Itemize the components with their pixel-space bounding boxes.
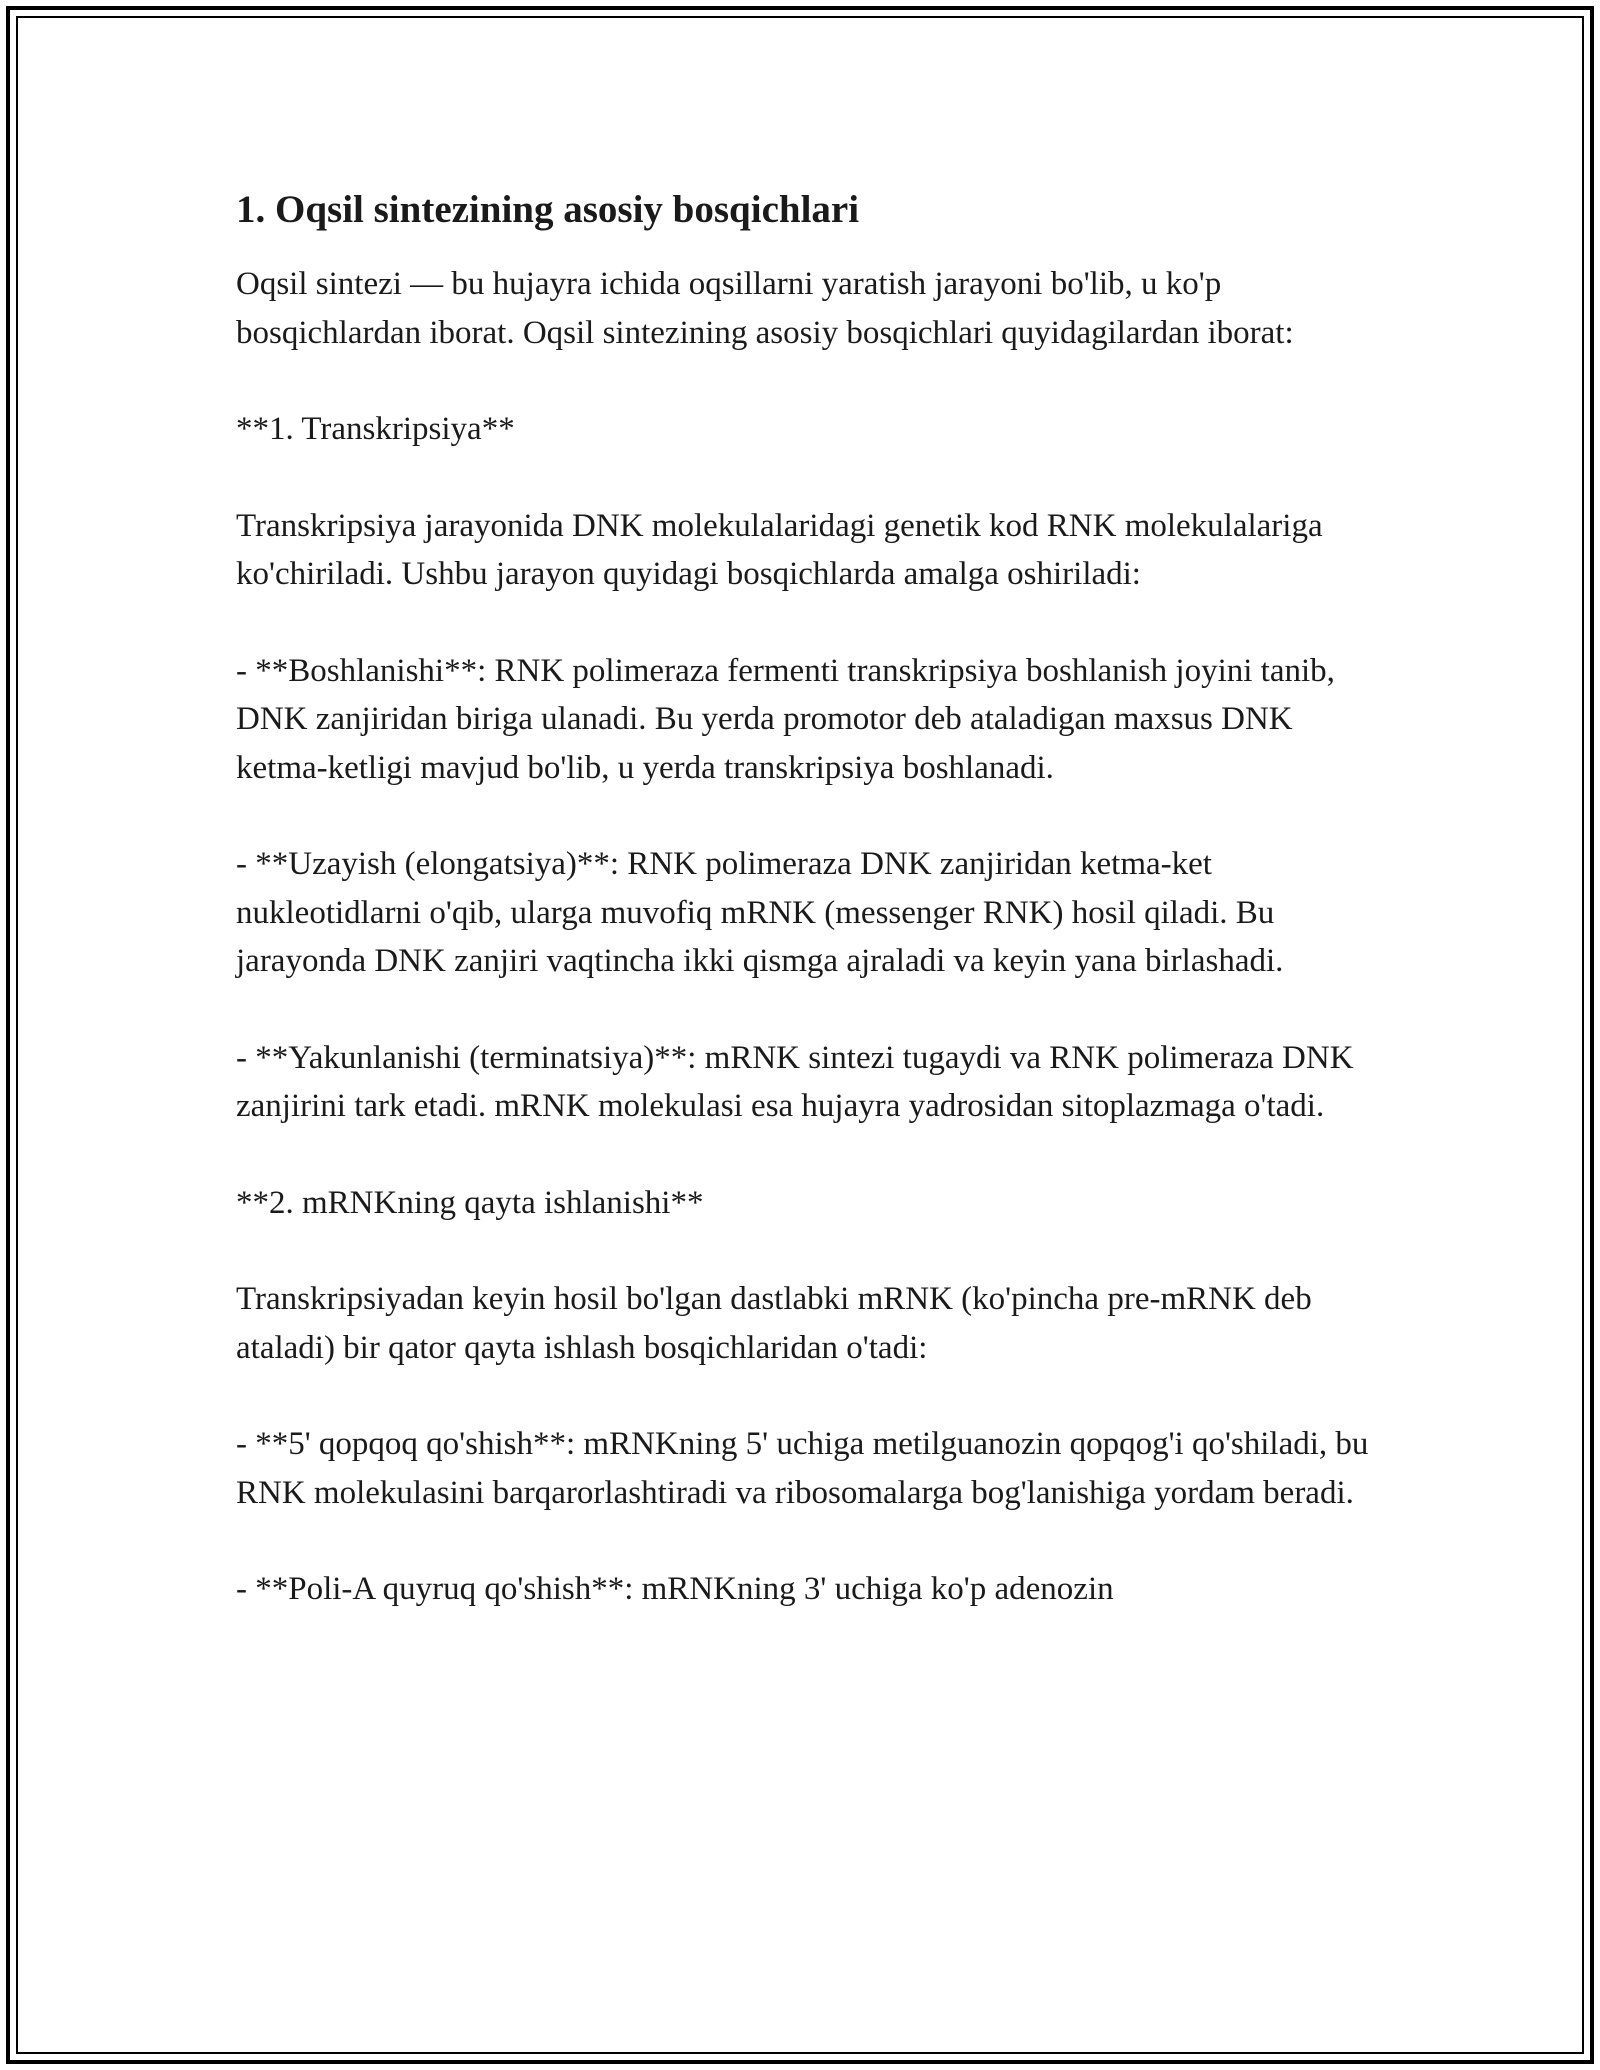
list-item-boshlanishi: - **Boshlanishi**: RNK polimeraza fermenti transkripsiya boshlanish joyini tanib, DNK zanjiridan biriga ulanadi. Bu yerda promotor deb ataladigan maxsus DNK ketma-ketligi mavjud bo'lib, u yerda transkripsiya boshlanadi. — [236, 652, 1335, 786]
intro-paragraph: Oqsil sintezi — bu hujayra ichida oqsillarni yaratish jarayoni bo'lib, u ko'p bosqichlardan iborat. Oqsil sintezining asosiy bosqichlari quyidagilardan iborat: — [236, 266, 1294, 351]
list-item-uzayish: - **Uzayish (elongatsiya)**: RNK polimeraza DNK zanjiridan ketma-ket nukleotidlarni o'qib, ularga muvofiq mRNK (messenger RNK) hosil qiladi. Bu jarayonda DNK zanjiri vaqtincha ikki qismga ajraladi va keyin yana birlashadi. — [236, 846, 1284, 979]
document-page — [236, 186, 1376, 1662]
transkripsiya-paragraph: Transkripsiya jarayonida DNK molekulalaridagi genetik kod RNK molekulalariga ko'chiriladi. Ushbu jarayon quyidagi bosqichlarda amalga oshiriladi: — [236, 507, 1323, 592]
list-item-yakunlanishi: - **Yakunlanishi (terminatsiya)**: mRNK sintezi tugaydi va RNK polimeraza DNK zanjirini tark etadi. mRNK molekulasi esa hujayra yadrosidan sitoplazmaga o'tadi. — [236, 1039, 1354, 1124]
mrnk-processing-paragraph: Transkripsiyadan keyin hosil bo'lgan dastlabki mRNK (ko'pincha pre-mRNK deb ataladi) bir qator qayta ishlash bosqichlaridan o'tadi: — [236, 1281, 1312, 1366]
subheading-transkripsiya: **1. Transkripsiya** — [236, 411, 515, 447]
list-item-poly-a: - **Poli-A quyruq qo'shish**: mRNKning 3' uchiga ko'p adenozin — [236, 1571, 1114, 1607]
section-heading: 1. Oqsil sintezining asosiy bosqichlari — [236, 188, 860, 231]
list-item-5-cap: - **5' qopqoq qo'shish**: mRNKning 5' uchiga metilguanozin qopqog'i qo'shiladi, bu RNK molekulasini barqarorlashtiradi va ribosomalarga bog'lanishiga yordam beradi. — [236, 1426, 1369, 1511]
subheading-mrnk-processing: **2. mRNKning qayta ishlanishi** — [236, 1184, 704, 1221]
